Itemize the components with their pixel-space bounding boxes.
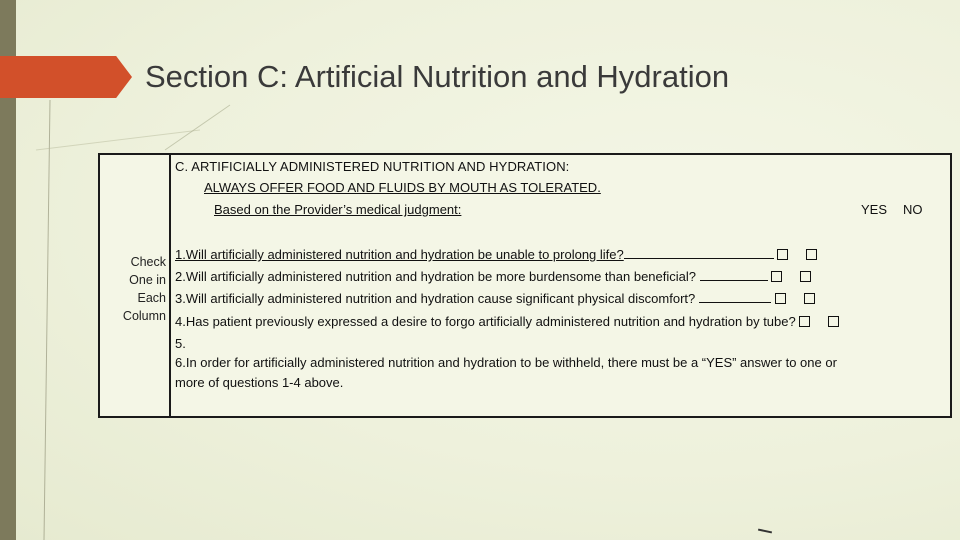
withhold-note-line-1: 6.In order for artificially administered nutrition and hydration to be withheld, there must be a “YES” answer to one or [175, 355, 837, 370]
question-5: 5. [175, 336, 186, 351]
yes-checkbox[interactable] [771, 271, 782, 282]
title-accent-tab [0, 56, 132, 98]
always-offer-instruction: ALWAYS OFFER FOOD AND FLUIDS BY MOUTH AS TOLERATED. [204, 180, 601, 195]
no-column-header: NO [903, 202, 923, 217]
question-2: 2.Will artificially administered nutrition and hydration be more burdensome than beneficial? [175, 269, 811, 285]
yes-checkbox[interactable] [775, 293, 786, 304]
answer-line [700, 269, 768, 281]
advance-directive-form-section [98, 153, 952, 418]
decorative-tick [758, 529, 772, 534]
slide-title: Section C: Artificial Nutrition and Hydration [145, 59, 730, 94]
question-4: 4.Has patient previously expressed a desire to forgo artificially administered nutrition and hydration by tube? [175, 314, 839, 330]
answer-line [699, 291, 771, 303]
yes-checkbox[interactable] [777, 249, 788, 260]
withhold-note-line-2: more of questions 1-4 above. [175, 375, 344, 390]
no-checkbox[interactable] [800, 271, 811, 282]
question-1: 1.Will artificially administered nutrition and hydration be unable to prolong life? [175, 247, 817, 263]
no-checkbox[interactable] [828, 316, 839, 327]
no-checkbox[interactable] [806, 249, 817, 260]
check-instruction-label: Check One in Each Column [122, 255, 166, 323]
yes-column-header: YES [861, 202, 888, 217]
answer-line [624, 247, 774, 259]
provider-judgment-note: Based on the Provider’s medical judgment: [214, 202, 462, 217]
question-3: 3.Will artificially administered nutrition and hydration cause significant physical discomfort? [175, 291, 815, 307]
no-checkbox[interactable] [804, 293, 815, 304]
column-divider [169, 155, 171, 416]
yes-checkbox[interactable] [799, 316, 810, 327]
section-heading: C. ARTIFICIALLY ADMINISTERED NUTRITION AND HYDRATION: [175, 159, 570, 174]
